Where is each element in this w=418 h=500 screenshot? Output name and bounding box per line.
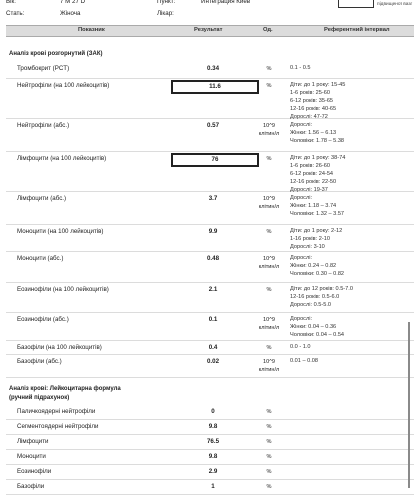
section-title: [9, 385, 121, 403]
unit-line: %: [266, 484, 272, 490]
unit: [252, 155, 286, 163]
reference-line: Діти: до 1 року: 15-45: [290, 82, 346, 88]
flag-legend-box: [338, 0, 374, 8]
indicator-name: Сегментоядерні нейтрофіли: [17, 423, 99, 430]
unit: [252, 344, 286, 352]
reference-line: Дорослі:: [290, 316, 313, 322]
reference-line: Жінки: 1.18 – 3.74: [290, 203, 337, 209]
reference-line: Дорослі:: [290, 122, 313, 128]
unit: [252, 438, 286, 446]
table-row: [6, 224, 414, 252]
section-title-line: Аналіз крові: Лейкоцитарна формула: [9, 386, 121, 392]
unit-line: %: [266, 287, 272, 293]
age-value: 7 М 27 D: [60, 0, 86, 5]
scrollbar[interactable]: [408, 322, 410, 488]
unit: [252, 483, 286, 491]
unit: [252, 358, 286, 374]
point-value: Интеграция Киев: [201, 0, 251, 5]
reference-line: Чоловіки: 1.32 – 3.57: [290, 211, 345, 217]
table-row: [6, 282, 414, 313]
reference-line: Діти: до 12 років: 0.5-7.0: [290, 286, 353, 292]
indicator-name: Моноцити (на 100 лейкоцитів): [17, 228, 104, 235]
result-value: 0.02: [206, 358, 220, 365]
unit-line: 10^9: [263, 359, 275, 365]
indicator-name: Моноцити (абс.): [17, 255, 64, 262]
result-value-flagged: 76: [171, 153, 259, 167]
result-value: 1: [211, 483, 215, 490]
unit-line: %: [266, 345, 272, 351]
unit-line: %: [266, 439, 272, 445]
result-value: 0: [211, 408, 215, 415]
unit: [252, 468, 286, 476]
reference-line: Чоловіки: 0.30 – 0.82: [290, 271, 345, 277]
indicator-name: Базофіли (на 100 лейкоцитів): [17, 344, 102, 351]
reference-line: Жінки: 0.24 – 0.82: [290, 263, 337, 269]
indicator-name: Еозинофіли (абс.): [17, 316, 69, 323]
unit-line: %: [266, 156, 272, 162]
header-indicator: Показник: [78, 27, 105, 33]
age-label: Вік:: [6, 0, 16, 5]
unit-line: клітин/л: [258, 264, 280, 270]
section-title-line: Аналіз крові розгорнутий (ЗАК): [9, 51, 103, 57]
reference-line: 1-16 років: 2-10: [290, 236, 330, 242]
result-value: 0.34: [206, 65, 220, 72]
indicator-name: Базофіли (абс.): [17, 358, 62, 365]
reference-interval: [290, 343, 311, 351]
indicator-name: Еозинофіли: [17, 468, 52, 475]
reference-line: 12-16 років: 22-50: [290, 179, 337, 185]
header-reference: Референтний інтервал: [324, 27, 390, 33]
unit-line: %: [266, 229, 272, 235]
indicator-name: Базофіли: [17, 483, 45, 490]
unit: [252, 453, 286, 461]
indicator-name: Паличкоядерні нейтрофіли: [17, 408, 96, 415]
section-title-line: (ручний підрахунок): [9, 395, 70, 401]
reference-interval: [290, 227, 342, 251]
unit-line: %: [266, 469, 272, 475]
header-result: Результат: [194, 27, 223, 33]
table-header: [6, 25, 414, 37]
unit: [252, 408, 286, 416]
unit-line: %: [266, 66, 272, 72]
indicator-name: Моноцити: [17, 453, 46, 460]
table-row: [6, 354, 414, 378]
table-row: [6, 78, 414, 119]
indicator-name: Лімфоцити: [17, 438, 49, 445]
unit: [252, 195, 286, 211]
reference-line: 1-6 років: 26-60: [290, 163, 330, 169]
reference-interval: [290, 254, 344, 278]
indicator-name: Еозинофіли (на 100 лейкоцитів): [17, 286, 109, 293]
reference-line: 12-16 років: 40-65: [290, 106, 337, 112]
unit-line: %: [266, 454, 272, 460]
unit: [252, 255, 286, 271]
reference-line: Діти: до 1 року: 2-12: [290, 228, 343, 234]
unit-line: клітин/л: [258, 204, 280, 210]
reference-line: 0.0 - 1.0: [290, 344, 311, 350]
reference-line: 12-16 років: 0.5-6.0: [290, 294, 340, 300]
reference-line: Чоловіки: 0.04 – 0.54: [290, 332, 345, 338]
table-row: [6, 151, 414, 192]
unit-line: 10^9: [263, 256, 275, 262]
reference-line: Жінки: 0.04 – 0.36: [290, 324, 337, 330]
table-row: [6, 61, 414, 79]
doctor-label: Лікар:: [157, 10, 174, 17]
reference-line: 1-6 років: 25-60: [290, 90, 330, 96]
reference-line: 6-12 років: 35-65: [290, 98, 334, 104]
unit: [252, 316, 286, 332]
indicator-name: Тромбокрит (PCT): [17, 65, 70, 72]
header-unit: Од.: [263, 27, 273, 33]
reference-line: Дорослі: 3-10: [290, 244, 325, 250]
unit: [252, 228, 286, 236]
reference-line: 6-12 років: 24-54: [290, 171, 334, 177]
result-value: 2.1: [208, 286, 218, 293]
table-row: [6, 191, 414, 225]
reference-line: Чоловіки: 1.78 – 5.38: [290, 138, 345, 144]
result-value: 0.57: [206, 122, 220, 129]
section-title: [9, 50, 103, 59]
table-row: [6, 340, 414, 355]
unit: [252, 286, 286, 294]
reference-line: Дорослі: 47-72: [290, 114, 328, 120]
unit: [252, 82, 286, 90]
reference-interval: [290, 285, 353, 309]
reference-line: Діти: до 1 року: 38-74: [290, 155, 346, 161]
result-value: 0.4: [208, 344, 218, 351]
unit-line: %: [266, 83, 272, 89]
reference-interval: [290, 81, 345, 121]
result-value: 3.7: [208, 195, 218, 202]
table-row: [6, 251, 414, 283]
unit-line: 10^9: [263, 123, 275, 129]
unit-line: 10^9: [263, 317, 275, 323]
reference-interval: [290, 194, 344, 218]
table-row: [6, 464, 414, 480]
reference-interval: [290, 154, 345, 194]
unit-line: клітин/л: [258, 367, 280, 373]
unit: [252, 423, 286, 431]
unit-line: клітин/л: [258, 131, 280, 137]
reference-interval: [290, 64, 311, 72]
reference-line: Дорослі: 19-37: [290, 187, 328, 193]
flag-legend-text: підвищеної вазг: [377, 2, 413, 7]
table-row: [6, 479, 414, 495]
sex-label: Стать:: [6, 10, 25, 17]
reference-interval: [290, 315, 344, 339]
sex-value: Жіноча: [60, 10, 81, 17]
result-value: 9.9: [208, 228, 218, 235]
result-value: 76.5: [206, 438, 220, 445]
reference-interval: [290, 121, 344, 145]
table-row: [6, 312, 414, 341]
table-row: [6, 118, 414, 152]
reference-interval: [290, 357, 318, 365]
indicator-name: Нейтрофіли (на 100 лейкоцитів): [17, 82, 110, 89]
table-row: [6, 449, 414, 465]
reference-line: Жінки: 1.56 – 6.13: [290, 130, 337, 136]
point-label: Пункт:: [157, 0, 176, 5]
result-value: 9.8: [208, 423, 218, 430]
result-value: 2.9: [208, 468, 218, 475]
unit-line: %: [266, 424, 272, 430]
reference-line: Дорослі:: [290, 255, 313, 261]
result-value-flagged: 11.6: [171, 80, 259, 94]
indicator-name: Нейтрофіли (абс.): [17, 122, 70, 129]
unit-line: %: [266, 409, 272, 415]
indicator-name: Лімфоцити (абс.): [17, 195, 67, 202]
table-row: [6, 419, 414, 435]
unit-line: клітин/л: [258, 325, 280, 331]
unit: [252, 65, 286, 73]
unit-line: 10^9: [263, 196, 275, 202]
table-row: [6, 434, 414, 450]
result-value: 0.1: [208, 316, 218, 323]
unit: [252, 122, 286, 138]
reference-line: Дорослі:: [290, 195, 313, 201]
table-row: [6, 404, 414, 420]
reference-line: Дорослі: 0.5-5.0: [290, 302, 332, 308]
result-value: 9.8: [208, 453, 218, 460]
reference-line: 0.1 - 0.5: [290, 65, 311, 71]
indicator-name: Лімфоцити (на 100 лейкоцитів): [17, 155, 107, 162]
result-value: 0.48: [206, 255, 220, 262]
reference-line: 0.01 – 0.08: [290, 358, 318, 364]
